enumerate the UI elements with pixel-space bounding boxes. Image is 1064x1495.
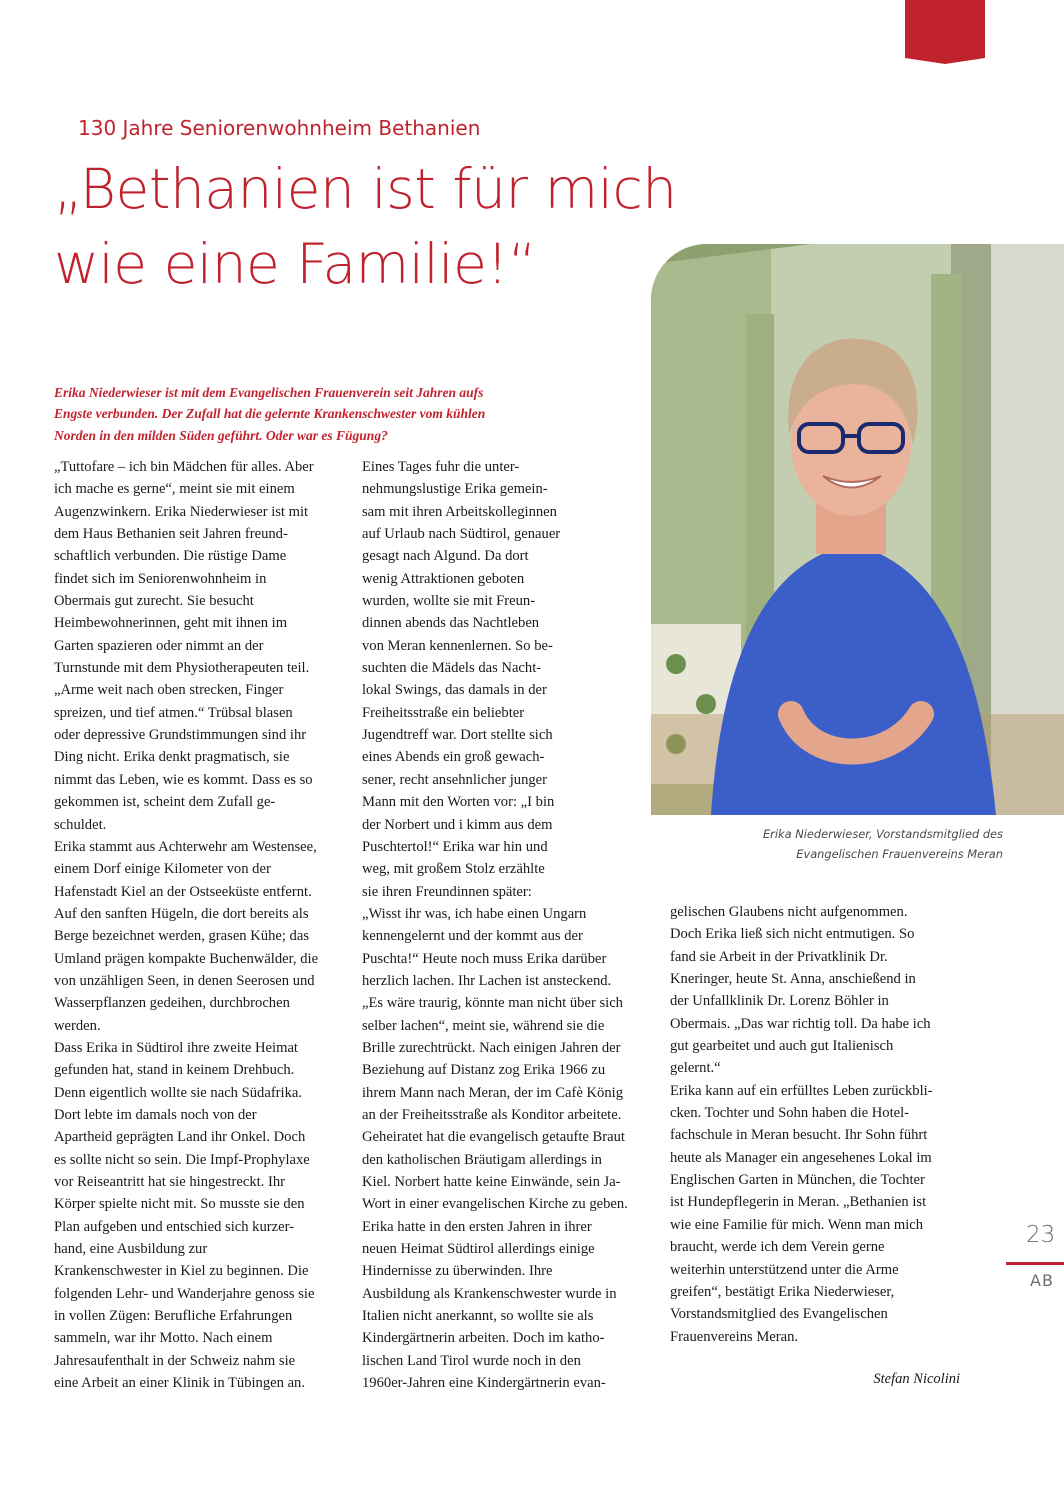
text-line: Körper spielte nicht mit. So musste sie den [54,1196,305,1213]
text-line: Erika kann auf ein erfülltes Leben zurückbli- [670,1082,933,1099]
text-line: folgenden Lehr- und Wanderjahre genoss sie [54,1285,315,1302]
section-kicker: 130 Jahre Seniorenwohnheim Bethanien [78,116,481,140]
text-line: Englischen Garten in München, die Tochter [670,1172,925,1189]
text-line: wurden, wollte sie mit Freun- [362,593,536,610]
text-line: eines Abends ein groß gewach- [362,749,545,766]
text-line: fachschule in Meran besucht. Ihr Sohn führt [670,1127,928,1144]
text-line: gelernt.“ [670,1060,721,1077]
text-line: ich mache es gerne“, meint sie mit einem [54,481,295,498]
text-line: wie eine Familie für mich. Wenn man mich [670,1216,924,1233]
text-line: Denn eigentlich wollte sie nach Südafrika. [54,1084,303,1101]
text-line: gut gearbeitet und auch gut Italienisch [670,1038,894,1055]
text-line: Wasserpflanzen gedeihen, durchbrochen [54,995,290,1012]
text-line: sammeln, war ihr Motto. Nach einem [54,1330,273,1347]
text-line: Kiel. Norbert hatte keine Einwände, sein Ja- [362,1174,621,1190]
text-line: heute als Manager ein angesehenes Lokal im [670,1149,932,1166]
text-line: Obermais. „Das war richtig toll. Da habe ich [670,1015,931,1032]
text-line: Freiheitsstraße ein beliebter [362,704,525,721]
text-line: Augenzwinkern. Erika Niederwieser ist mit [54,503,309,520]
text-line: Garten spazieren oder nimmt an der [54,637,264,654]
text-line: Dass Erika in Südtirol ihre zweite Heimat [54,1039,298,1056]
text-line: neuen Heimat Südtirol allerdings einige [362,1241,595,1258]
text-line: Turnstunde mit dem Physiotherapeuten teil. [54,660,310,677]
text-line: Brille zurechtrückt. Nach einigen Jahren der [362,1039,621,1056]
text-line: „Wisst ihr was, ich habe einen Ungarn [362,905,587,922]
text-line: Kindergärtnerin arbeiten. Doch im katho- [362,1330,605,1347]
text-line: in vollen Zügen: Berufliche Erfahrungen [54,1308,293,1325]
text-line: vor Reiseantritt hat sie hingestreckt. Ihr [54,1174,285,1190]
article-column-3 [670,901,962,1348]
text-line: kennengelernt und der kommt aus der [362,928,583,945]
red-corner-tab [905,0,985,64]
text-line: Plan aufgeben und entschied sich kurzer- [54,1218,295,1235]
text-line: Heimbewohnerinnen, geht mit ihnen im [54,615,288,632]
text-line: Apartheid geprägten Land ihr Onkel. Doch [54,1129,306,1146]
text-line: auf Urlaub nach Südtirol, genauer [362,526,561,543]
text-line: Puschtertol!“ Erika war hin und [362,838,548,855]
portrait-photo [651,244,1064,815]
text-line: Erika hatte in den ersten Jahren in ihrer [362,1218,592,1235]
text-line: Hindernisse zu überwinden. Ihre [362,1263,553,1280]
text-line: Ding nicht. Erika denkt pragmatisch, sie [54,749,290,766]
lead-line: Norden in den milden Süden geführt. Oder war es Fügung? [54,427,388,443]
text-line: hand, eine Ausbildung zur [54,1241,208,1258]
text-line: der Norbert und i kimm aus dem [362,816,553,833]
text-line: Italien nicht anerkannt, so wollte sie als [362,1308,594,1325]
author-byline: Stefan Nicolini [873,1371,960,1387]
article-column-2 [362,456,654,1394]
text-line: dinnen abends das Nachtleben [362,615,540,632]
text-line: Auf den sanften Hügeln, die dort bereits als [54,905,309,922]
caption-line: Evangelischen Frauenvereins Meran [796,847,1003,861]
page-number: 23 [1026,1222,1056,1248]
text-line: weg, mit großem Stolz erzählte [362,861,545,878]
text-line: Hafenstadt Kiel an der Ostseeküste entfernt. [54,883,312,900]
text-line: Eines Tages fuhr die unter- [362,459,520,475]
text-line: suchten die Mädels das Nacht- [362,660,542,677]
text-line: sener, recht ansehnlicher junger [362,771,547,788]
text-line: findet sich im Seniorenwohnheim in [54,570,267,587]
text-line: Puschta!“ Heute noch muss Erika darüber [362,950,607,967]
text-line: ihrem Mann nach Meran, der im Cafè König [362,1084,623,1101]
text-line: Frauenvereins Meran. [670,1328,799,1345]
text-line: von unzähligen Seen, in denen Seerosen und [54,972,315,989]
text-line: von Meran kennenlernen. So be- [362,637,553,654]
text-line: schaftlich verbunden. Die rüstige Dame [54,548,287,565]
text-line: wenig Attraktionen geboten [362,570,525,587]
text-line: den katholischen Bräutigam allerdings in [362,1151,602,1168]
text-line: Mann mit den Worten vor: „I bin [362,794,555,811]
text-line: cken. Tochter und Sohn haben die Hotel- [670,1105,910,1122]
text-line: Umland prägen kompakte Buchenwälder, die [54,950,319,967]
text-line: spreizen, und tief atmen.“ Trübsal blasen [54,704,293,721]
text-line: Obermais gut zurecht. Sie besucht [54,593,254,610]
caption-line: Erika Niederwieser, Vorstandsmitglied des [762,827,1003,841]
text-line: Ausbildung als Krankenschwester wurde in [362,1285,617,1302]
text-line: lischen Land Tirol wurde noch in den [362,1352,581,1369]
text-line: oder depressive Grundstimmungen sind ihr [54,727,307,744]
text-line: „Tuttofare – ich bin Mädchen für alles. Aber [54,459,314,475]
text-line: dem Haus Bethanien seit Jahren freund- [54,526,288,543]
text-line: nehmungslustige Erika gemein- [362,481,548,498]
text-line: Dort lebte im damals noch von der [54,1106,257,1123]
text-line: weiterhin unterstützend unter die Arme [670,1261,899,1278]
text-line: Berge bezeichnet werden, grasen Kühe; das [54,928,310,945]
publication-logo: AB [1030,1271,1054,1290]
text-line: herzlich lachen. Ihr Lachen ist ansteckend. [362,972,612,989]
text-line: „Arme weit nach oben strecken, Finger [54,682,284,699]
lead-line: Engste verbunden. Der Zufall hat die gelernte Krankenschwester vom kühlen [54,406,486,422]
text-line: Vorstandsmitglied des Evangelischen [670,1306,888,1323]
text-line: greifen“, bestätigt Erika Niederwieser, [670,1283,895,1300]
text-line: 1960er-Jahren eine Kindergärtnerin evan- [362,1375,606,1392]
text-line: gefunden hat, stand in keinem Drehbuch. [54,1062,295,1079]
text-line: ist Hundepflegerin in Meran. „Bethanien ist [670,1194,927,1211]
text-line: gekommen ist, scheint dem Zufall ge- [54,794,276,811]
text-line: Beziehung auf Distanz zog Erika 1966 zu [362,1062,606,1079]
lead-paragraph [54,382,574,446]
photo-caption [663,824,1003,864]
text-line: Erika stammt aus Achterwehr am Westensee, [54,838,317,855]
text-line: gesagt nach Algund. Da dort [362,548,529,565]
headline [54,152,754,302]
text-line: fand sie Arbeit in der Privatklinik Dr. [670,948,888,965]
text-line: braucht, werde ich dem Verein gerne [670,1239,885,1256]
headline-line: „Bethanien ist für mich [54,157,677,221]
text-line: sam mit ihren Arbeitskolleginnen [362,503,557,520]
text-line: Jugendtreff war. Dort stellte sich [362,727,553,744]
text-line: an der Freiheitsstraße als Konditor arbeitete. [362,1106,622,1123]
text-line: Jahresaufenthalt in der Schweiz nahm sie [54,1352,296,1369]
text-line: sie ihren Freundinnen später: [362,883,532,900]
text-line: schuldet. [54,816,107,833]
text-line: gelischen Glaubens nicht aufgenommen. [670,904,908,920]
article-column-1 [54,456,344,1394]
lead-line: Erika Niederwieser ist mit dem Evangelischen Frauenverein seit Jahren aufs [54,385,484,400]
text-line: selber lachen“, meint sie, während sie die [362,1017,605,1034]
text-line: Krankenschwester in Kiel zu beginnen. Die [54,1263,309,1280]
text-line: Geheiratet hat die evangelisch getaufte Braut [362,1129,625,1146]
text-line: eine Arbeit an einer Klinik in Tübingen an. [54,1375,306,1392]
text-line: Kneringer, heute St. Anna, anschießend in [670,971,916,988]
text-line: Wort in einer evangelischen Kirche zu geben. [362,1196,628,1213]
text-line: es sollte nicht so sein. Die Impf-Prophylaxe [54,1151,310,1168]
page-rule-divider [1006,1262,1064,1265]
text-line: „Es wäre traurig, könnte man nicht über sich [362,995,623,1012]
text-line: werden. [54,1017,101,1034]
text-line: nimmt das Leben, wie es kommt. Dass es so [54,771,313,788]
text-line: lokal Swings, das damals in der [362,682,547,699]
text-line: einem Dorf einige Kilometer von der [54,861,271,878]
headline-line: wie eine Familie!“ [54,232,536,296]
text-line: der Unfallklinik Dr. Lorenz Böhler in [670,993,889,1010]
text-line: Doch Erika ließ sich nicht entmutigen. So [670,926,915,943]
